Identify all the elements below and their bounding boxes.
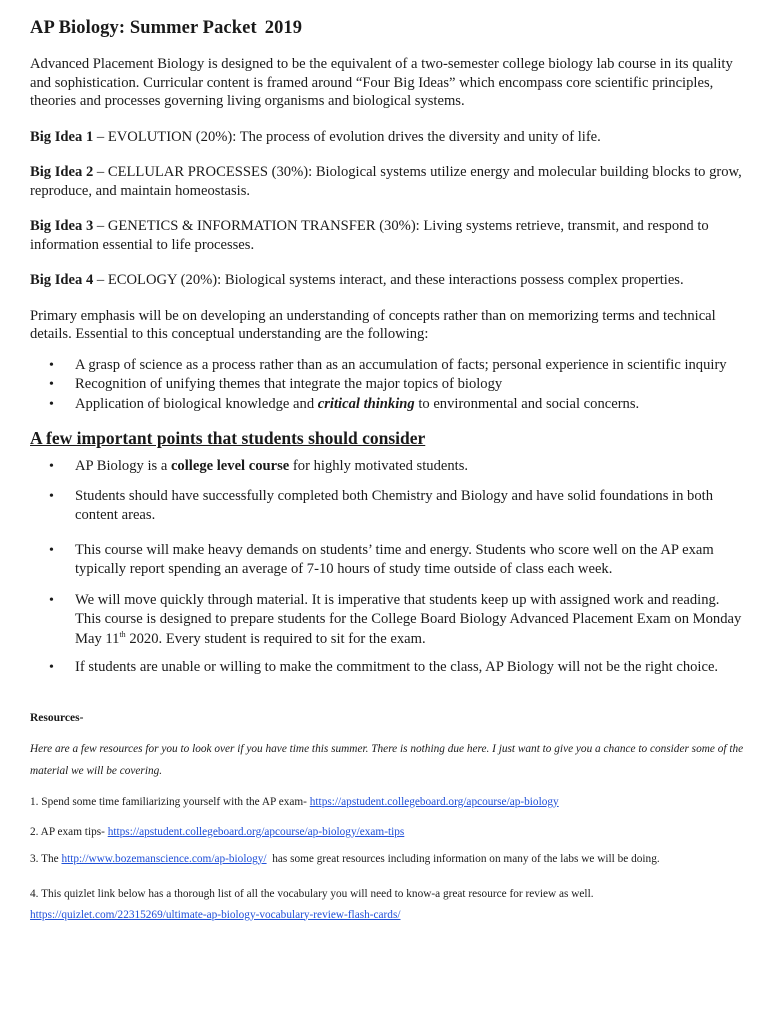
resource-item-4: 4. This quizlet link below has a thorough list of all the vocabulary you will need to know-a great resource for review as well. https://quizlet.com/22315269/ultimate-ap-biology-vocabulary-review-flash-cards/ — [30, 887, 594, 921]
points-list — [30, 457, 748, 678]
quizlet-link[interactable]: https://quizlet.com/22315269/ultimate-ap-biology-vocabulary-review-flash-cards/ — [30, 908, 401, 921]
big-idea-2: Big Idea 2 – CELLULAR PROCESSES (30%): Biological systems utilize energy and molecular building blocks to grow, reproduce, and maintain homeostasis. — [30, 164, 742, 199]
essentials-list — [30, 356, 748, 415]
list-item: • Application of biological knowledge and critical thinking to environmental and social concerns. — [30, 395, 748, 415]
list-item: • If students are unable or willing to make the commitment to the class, AP Biology will not be the right choice. — [30, 658, 748, 678]
ap-exam-link[interactable]: https://apstudent.collegeboard.org/apcourse/ap-biology — [309, 795, 559, 808]
big-idea-3: Big Idea 3 – GENETICS & INFORMATION TRANSFER (30%): Living systems retrieve, transmit, and respond to information essential to life processes. — [30, 218, 709, 253]
resources-section — [30, 712, 748, 926]
title-year: 2019 — [264, 18, 303, 38]
list-item: • Recognition of unifying themes that integrate the major topics of biology — [30, 375, 748, 395]
points-heading: A few important points that students should consider — [30, 428, 426, 448]
resources-intro: Here are a few resources for you to look over if you have time this summer. There is nothing due here. I just want to give you a chance to consider some of the material we will be covering. — [30, 742, 744, 777]
list-item: • Students should have successfully completed both Chemistry and Biology and have solid foundations in both content areas. — [30, 487, 748, 526]
bozeman-link[interactable]: http://www.bozemanscience.com/ap-biology/ — [61, 852, 267, 865]
exam-tips-link[interactable]: https://apstudent.collegeboard.org/apcourse/ap-biology/exam-tips — [107, 825, 405, 838]
list-item: • A grasp of science as a process rather than as an accumulation of facts; personal experience in scientific inquiry — [30, 356, 748, 376]
resource-item-3: 3. The http://www.bozemanscience.com/ap-biology/ has some great resources including information on many of the labs we will be doing. — [30, 852, 660, 865]
page-title: AP Biology: Summer Packet 2019 — [30, 18, 303, 38]
resources-heading: Resources- — [30, 711, 84, 724]
emphasis-paragraph: Primary emphasis will be on developing an understanding of concepts rather than on memorizing terms and technical details. Essential to this conceptual understanding are the following: — [30, 307, 716, 342]
intro-paragraph: Advanced Placement Biology is designed to be the equivalent of a two-semester college biology lab course in its quality and sophistication. Curricular content is framed around “Four Big Ideas” which encompass core scientific principles, theories and processes governing living organisms and biological systems. — [30, 56, 733, 109]
resource-item-2: 2. AP exam tips- https://apstudent.collegeboard.org/apcourse/ap-biology/exam-tips — [30, 825, 405, 838]
list-item: • AP Biology is a college level course for highly motivated students. — [30, 457, 748, 477]
resource-item-1: 1. Spend some time familiarizing yourself with the AP exam- https://apstudent.collegeboard.org/apcourse/ap-biology — [30, 795, 559, 808]
list-item: • We will move quickly through material. It is imperative that students keep up with assigned work and reading. This course is designed to prepare students for the College Board Biology Advanced Placement Exam on Monday May 11th 2020. Every student is required to sit for the exam. — [30, 591, 748, 650]
big-idea-4: Big Idea 4 – ECOLOGY (20%): Biological systems interact, and these interactions possess complex properties. — [30, 272, 684, 288]
big-idea-1: Big Idea 1 – EVOLUTION (20%): The process of evolution drives the diversity and unity of life. — [30, 128, 601, 145]
list-item: • This course will make heavy demands on students’ time and energy. Students who score well on the AP exam typically report spending an average of 7-10 hours of study time outside of class each week. — [30, 541, 748, 580]
